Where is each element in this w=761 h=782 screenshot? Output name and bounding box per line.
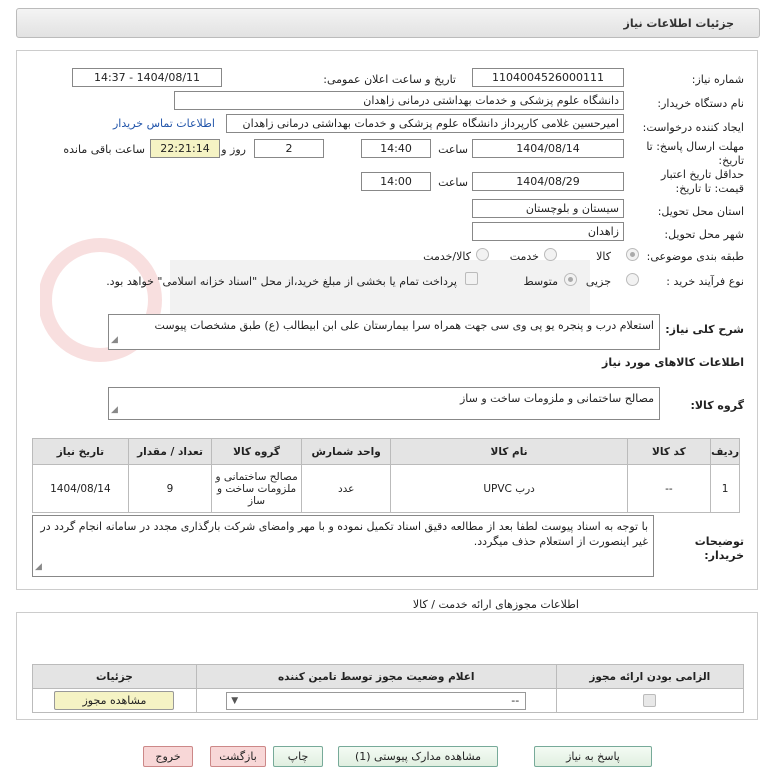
goods-group-textarea (108, 387, 660, 420)
process-radio-medium[interactable] (564, 273, 577, 286)
validity-time-field: 14:00 (361, 172, 431, 191)
items-header-row (33, 439, 740, 465)
attachments-button[interactable]: مشاهده مدارک پیوستی (1) (338, 746, 498, 767)
buyer-contact-link[interactable]: اطلاعات تماس خریدار (113, 117, 215, 130)
col-unit: واحد شمارش (301, 439, 391, 465)
col-group: گروه کالا (212, 439, 302, 465)
col-name: نام کالا (391, 439, 627, 465)
deadline-label: مهلت ارسال پاسخ: تا (646, 140, 744, 153)
permit-status-value: -- (511, 693, 520, 707)
description-text: استعلام درب و پنجره یو پی وی سی جهت همراه سرا بیمارستان علی ابن ابیطالب (ع) طبق مشخصات پیوست (154, 319, 654, 332)
deadline-date-field: 1404/08/14 (472, 139, 624, 158)
goods-info-heading: اطلاعات کالاهای مورد نیاز (602, 356, 744, 369)
category-radio-service[interactable] (544, 248, 557, 261)
permits-header-row (33, 665, 744, 689)
col-qty: تعداد / مقدار (128, 439, 212, 465)
permit-details-cell (33, 689, 197, 713)
permit-required-checkbox (643, 694, 656, 707)
buyer-notes-textarea (32, 515, 654, 577)
goods-group-label: گروه کالا: (690, 399, 744, 412)
description-textarea (108, 314, 660, 350)
treasury-checkbox[interactable] (465, 272, 478, 285)
creator-label: ایجاد کننده درخواست: (642, 121, 744, 134)
goods-group-text: مصالح ساختمانی و ملزومات ساخت و ساز (459, 392, 654, 405)
remaining-label: ساعت باقی مانده (63, 143, 145, 156)
process-radio-minor[interactable] (626, 273, 639, 286)
resize-grip-icon[interactable]: ◢ (111, 405, 118, 415)
process-option-medium: متوسط (523, 275, 558, 288)
buyer-notes-label: توضیحات (694, 535, 744, 548)
category-option-service: خدمت (509, 250, 539, 263)
table-row (33, 465, 740, 513)
process-option-minor: جزیی (585, 275, 611, 288)
col-permit-status: اعلام وضعیت مجوز توسط تامین کننده (196, 665, 556, 689)
days-label: روز و (221, 143, 246, 156)
print-button[interactable]: چاپ (273, 746, 323, 767)
header-bar (16, 8, 760, 38)
days-field: 2 (254, 139, 324, 158)
validity-label-2: قیمت: تا تاریخ: (675, 182, 744, 195)
permits-title: اطلاعات مجوزهای ارائه خدمت / کالا (412, 598, 579, 611)
page-title: جزئیات اطلاعات نیاز (623, 17, 734, 30)
cell-code: -- (627, 465, 710, 513)
buyer-org-field: دانشگاه علوم پزشکی و خدمات بهداشتی درمانی زاهدان (174, 91, 624, 110)
announce-label: تاریخ و ساعت اعلان عمومی: (323, 73, 456, 86)
province-label: استان محل تحویل: (657, 205, 744, 218)
deadline-hour-label: ساعت (438, 143, 468, 156)
description-label: شرح کلی نیاز: (665, 323, 744, 336)
cell-group: مصالح ساختمانی و ملزومات ساخت و ساز (212, 465, 302, 513)
validity-date-field: 1404/08/29 (472, 172, 624, 191)
permit-status-select[interactable] (226, 692, 526, 710)
col-date: تاریخ نیاز (33, 439, 129, 465)
buyer-org-label: نام دستگاه خریدار: (657, 97, 744, 110)
category-option-goods: کالا (596, 250, 611, 263)
process-label: نوع فرآیند خرید : (666, 275, 744, 288)
buyer-notes-label-2: خریدار: (704, 549, 744, 562)
province-field: سیستان و بلوچستان (472, 199, 624, 218)
validity-hour-label: ساعت (438, 176, 468, 189)
col-code: کد کالا (627, 439, 710, 465)
cell-name: درب UPVC (391, 465, 627, 513)
col-row: ردیف (711, 439, 740, 465)
category-label: طبقه بندی موضوعی: (646, 250, 744, 263)
items-table (32, 438, 740, 513)
category-radio-goods[interactable] (626, 248, 639, 261)
cell-row: 1 (711, 465, 740, 513)
city-field: زاهدان (472, 222, 624, 241)
resize-grip-icon[interactable]: ◢ (35, 562, 42, 572)
need-number-field: 1104004526000111 (472, 68, 624, 87)
permit-required-cell (556, 689, 743, 713)
chevron-down-icon: ▼ (231, 695, 239, 706)
deadline-time-field: 14:40 (361, 139, 431, 158)
creator-field: امیرحسین غلامی کارپرداز دانشگاه علوم پزشکی و خدمات بهداشتی درمانی زاهدان (226, 114, 624, 133)
validity-label: حداقل تاریخ اعتبار (660, 168, 744, 181)
category-radio-both[interactable] (476, 248, 489, 261)
table-row (33, 689, 744, 713)
resize-grip-icon[interactable]: ◢ (111, 335, 118, 345)
cell-unit: عدد (301, 465, 391, 513)
remaining-time-field: 22:21:14 (150, 139, 220, 158)
back-button[interactable]: بازگشت (210, 746, 266, 767)
permits-table (32, 664, 744, 713)
exit-button[interactable]: خروج (143, 746, 193, 767)
view-permit-button[interactable]: مشاهده مجوز (54, 691, 174, 710)
city-label: شهر محل تحویل: (664, 228, 744, 241)
treasury-note: پرداخت تمام یا بخشی از مبلغ خرید،از محل "اسناد خزانه اسلامی" خواهد بود. (106, 275, 457, 288)
cell-qty: 9 (128, 465, 212, 513)
category-option-both: کالا/خدمت (423, 250, 471, 263)
cell-date: 1404/08/14 (33, 465, 129, 513)
announce-field: 1404/08/11 - 14:37 (72, 68, 222, 87)
reply-button[interactable]: پاسخ به نیاز (534, 746, 652, 767)
permit-status-cell (196, 689, 556, 713)
buyer-notes-text: با توجه به اسناد پیوست لطفا بعد از مطالعه دقیق اسناد تکمیل نموده و با مهر وامضای شرکت بارگذاری مجدد در سامانه انجام گردد در غیر اینصورت از استعلام حذف میگردد. (40, 520, 648, 548)
need-number-label: شماره نیاز: (691, 73, 744, 86)
deadline-label-2: تاریخ: (718, 154, 744, 167)
col-permit-details: جزئیات (33, 665, 197, 689)
col-permit-required: الزامی بودن ارائه مجوز (556, 665, 743, 689)
